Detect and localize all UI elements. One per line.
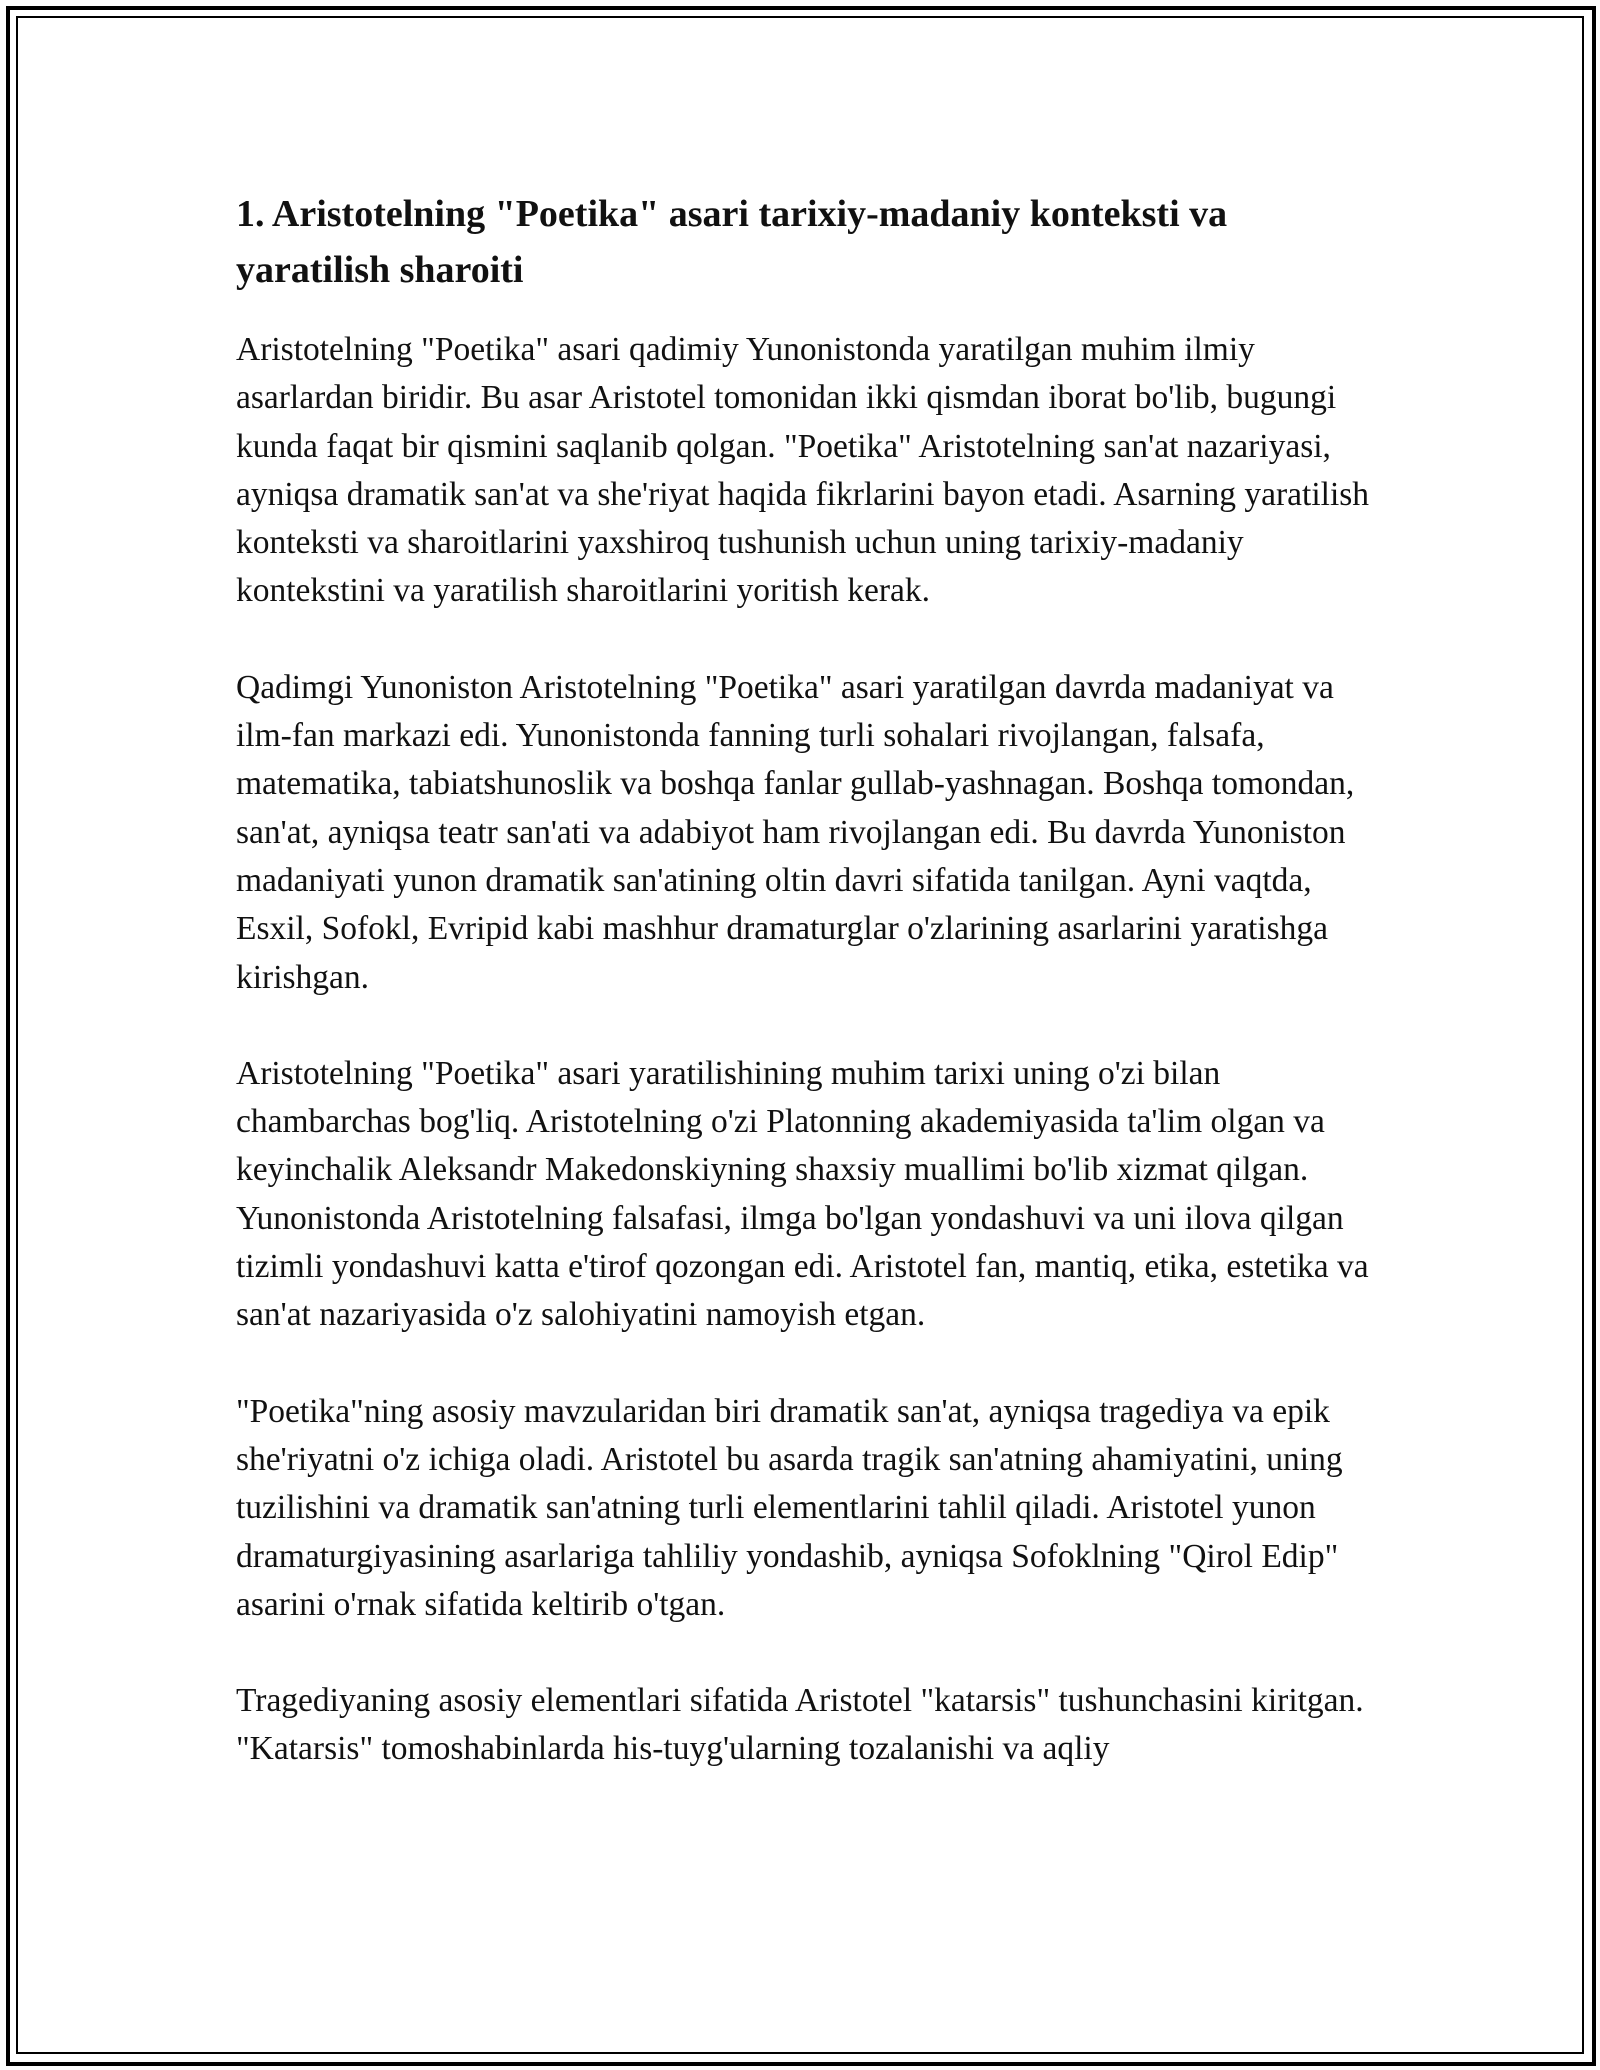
document-body <box>236 186 1376 1822</box>
paragraph: Tragediyaning asosiy elementlari sifatida Aristotel "katarsis" tushunchasini kiritgan. "Katarsis" tomoshabinlarda his-tuyg'ularning tozalanishi va aqliy <box>236 1682 1364 1768</box>
paragraph: Qadimgi Yunoniston Aristotelning "Poetika" asari yaratilgan davrda madaniyat va ilm-fan markazi edi. Yunonistonda fanning turli sohalari rivojlangan, falsafa, matematika, tabiatshunoslik va boshqa fanlar gullab-yashnagan. Boshqa tomondan, san'at, ayniqsa teatr san'ati va adabiyot ham rivojlangan edi. Bu davrda Yunoniston madaniyati yunon dramatik san'atining oltin davri sifatida tanilgan. Ayni vaqtda, Esxil, Sofokl, Evripid kabi mashhur dramaturglar o'zlarining asarlarini yaratishga kirishgan. <box>236 668 1355 996</box>
paragraph: Aristotelning "Poetika" asari qadimiy Yunonistonda yaratilgan muhim ilmiy asarlardan biridir. Bu asar Aristotel tomonidan ikki qismdan iborat bo'lib, bugungi kunda faqat bir qismini saqlanib qolgan. "Poetika" Aristotelning san'at nazariyasi, ayniqsa dramatik san'at va she'riyat haqida fikrlarini bayon etadi. Asarning yaratilish konteksti va sharoitlarini yaxshiroq tushunish uchun uning tarixiy-madaniy kontekstini va yaratilish sharoitlarini yoritish kerak. <box>236 331 1370 610</box>
paragraph: Aristotelning "Poetika" asari yaratilishining muhim tarixi uning o'zi bilan chambarchas bog'liq. Aristotelning o'zi Platonning akademiyasida ta'lim olgan va keyinchalik Aleksandr Makedonskiyning shaxsiy muallimi bo'lib xizmat qilgan. Yunonistonda Aristotelning falsafasi, ilmga bo'lgan yondashuvi va uni ilova qilgan tizimli yondashuvi katta e'tirof qozongan edi. Aristotel fan, mantiq, etika, estetika va san'at nazariyasida o'z salohiyatini namoyish etgan. <box>236 1054 1369 1334</box>
paragraph: "Poetika"ning asosiy mavzularidan biri dramatik san'at, ayniqsa tragediya va epik she'riyatni o'z ichiga oladi. Aristotel bu asarda tragik san'atning ahamiyatini, uning tuzilishini va dramatik san'atning turli elementlarini tahlil qiladi. Aristotel yunon dramaturgiyasining asarlariga tahliliy yondashib, ayniqsa Sofoklning "Qirol Edip" asarini o'rnak sifatida keltirib o'tgan. <box>236 1392 1343 1623</box>
section-heading: 1. Aristotelning "Poetika" asari tarixiy-madaniy konteksti va yaratilish sharoiti <box>236 193 1228 291</box>
